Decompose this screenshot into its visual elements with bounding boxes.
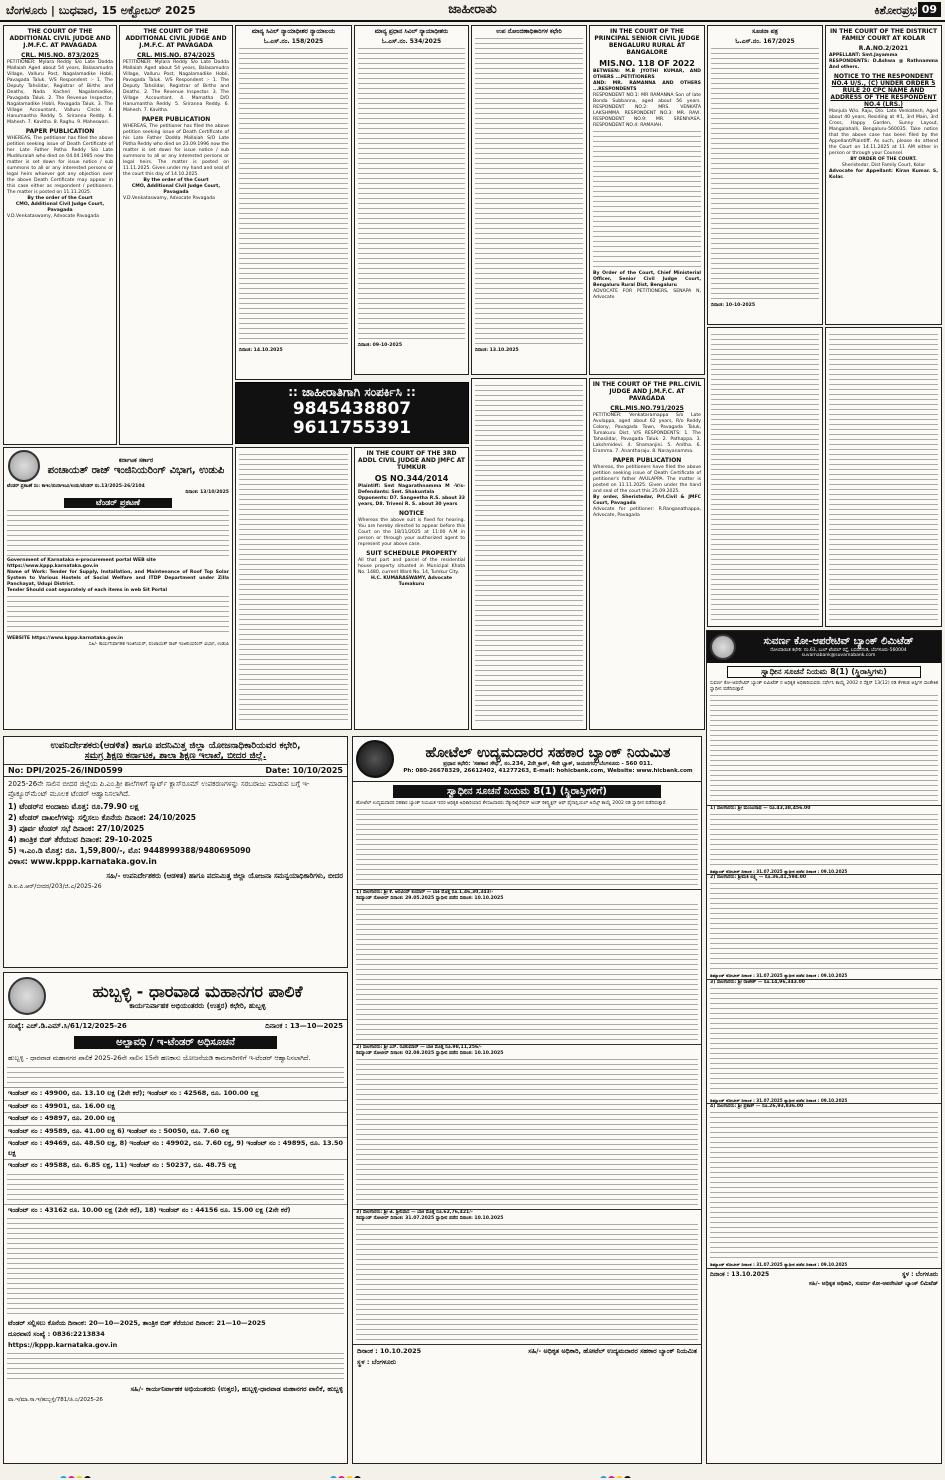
- notice-body-text: [475, 385, 583, 725]
- notice-date: ದಿನಾಂಕ: 13.10.2025: [475, 348, 519, 353]
- advocate: V.D.Venkataswamy, Advocate Pavagada: [7, 214, 99, 219]
- bank-address: ಪ್ರಧಾನ ಕಛೇರಿ: 'ಸಹಕಾರ ಸೌಧ', ನಂ.234, 2ನೇ ಕ್ರಾಸ್, 4ನೇ ಬ್ಲಾಕ್, ಜಯನಗರ, ಬೆಂಗಳೂರು - 560 011.: [443, 760, 653, 767]
- account-2-dates: ಡಿಮ್ಯಾಂಡ್ ನೋಟೀಸ್ ದಿನಾಂಕ: 02.08.2025 ಸ್ವಾಧೀನ ಪಡೆದ ದಿನಾಂಕ: 10.10.2025: [356, 1051, 504, 1056]
- registration-dot-magenta: [338, 1476, 345, 1478]
- notice-body: PETITIONER: Mylara Reddy S/o Late Dodda Mallaiah Aged about 54 years, Balasamudra Village, Valluru Post, Nagalamadike Hobli, Pavagada Taluk. V/S Respondent :- 1. The Deputy Tahsildar, Registrar of Births and Deaths. 2. The Revenue Inspector. 3. The Village Accountant. 4. Mamatha D/O Hanumantha Reddy. 5. Sriranna Reddy. 6. Mahesh. 7. Kavitha.: [123, 60, 229, 113]
- registration-dot-yellow: [346, 1476, 353, 1478]
- tender-intro: ಹುಬ್ಬಳ್ಳಿ - ಧಾರವಾಡ ಮಹಾನಗರ ಪಾಲಿಕೆ 2025-26ನೇ ಸಾಲಿನ 15ನೇ ಹಣಕಾಸು ಯೋಜನೆಯಡಿ ಕಾಮಗಾರಿಗಳಿಗೆ ಇ-ಟೆಂಡರ್ ಆಹ್ವಾನಿಸಲಾಗಿದೆ.: [8, 1054, 311, 1062]
- court-notice-874: [119, 25, 233, 445]
- intro-text: [710, 695, 938, 805]
- name-of-work: Name of Work: Tender for Supply, Installation, and Maintenance of Roof Top Solar System to Various Hostels of Social Welfare and ITDP Department under Zilla Panchayat, Udupi District.: [7, 570, 229, 587]
- bank-name: ಹೋಟೆಲ್ ಉದ್ಯಮದಾರರ ಸಹಕಾರ ಬ್ಯಾಂಕ್ ನಿಯಮಿತ: [425, 744, 671, 761]
- dipr-ref: ವಾ.ಇ/ಮಾ.ಸಾ.ಇ/ಹುಬ್ಬಳ್ಳಿ/781/ಜಿ.ಎ/2025-26: [8, 1397, 103, 1403]
- possession-intro: ಸುವರ್ಣ ಕೋ-ಆಪರೇಟಿವ್ ಬ್ಯಾಂಕ್ ಲಿಮಿಟೆಡ್ ನ ಅಧಿಕೃತ ಅಧಿಕಾರಿಯವರು ಸರ್ಫೇಸಿ ಕಾಯ್ದೆ 2002 ರ ಸೆಕ್ಷನ್ 13(12) ರಡಿ ಕೆಳಕಂಡ ಆಸ್ತಿಗಳ ಸಾಂಕೇತಿಕ ಸ್ವಾಧೀನ ಪಡೆದಿರುತ್ತಾರೆ.: [710, 681, 938, 692]
- sign-order: BY ORDER OF THE COURT.: [850, 157, 917, 162]
- tender-intro: 2025-26ನೇ ಸಾಲಿನ ಬೀದರ ಜಿಲ್ಲೆಯ ಪಿ.ಎಂ.ಶ್ರೀ ಶಾಲೆಗಳಿಗೆ ಸ್ಮಾರ್ಟ್ ಕ್ಲಾಸ್‌ರೂಮ್ ಉಪಕರಣಗಳನ್ನು ಸರಬರಾಜು ಮಾಡುವ ಬಗ್ಗೆ ಇ-ಪ್ರೊಕ್ಯೂರ್‌ಮೆಂಟ್ ಮೂಲಕ ಟೆಂಡರ್ ಆಹ್ವಾನಿಸಲಾಗಿದೆ.: [8, 780, 310, 798]
- dept-title: ಪಂಚಾಯತ್ ರಾಜ್ ಇಂಜಿನಿಯರಿಂಗ್ ವಿಭಾಗ, ಉಡುಪಿ: [47, 464, 225, 476]
- tumkur-court-notice: [354, 447, 469, 730]
- tender-banner: ಟೆಂಡರ್ ಪ್ರಕಟಣೆ: [64, 498, 172, 508]
- bank-logo-icon: [710, 634, 736, 660]
- hotel-bank-possession-notice: [352, 736, 702, 1464]
- notice-number: ಸಂಖ್ಯೆ: ಎಚ್.ಡಿ.ಎಮ್.ಸಿ/61/12/2025-26: [8, 1022, 127, 1030]
- case-number: R.A.NO.2/2021: [858, 45, 909, 52]
- respondents: AND: MR. RAMANNA AND OTHERS ...RESPONDENTS: [593, 81, 701, 92]
- tender-ref: ಟೆಂಡರ್ ಪ್ರಕಟಣೆ ಸಂ: ಕಾಇಂ/ಪಂರಾಇಂವಿ/ಉಡು/ಟೆಂಡರ್ ನಂ.13/2025-26/2104: [7, 484, 145, 489]
- emd-note: Tender Should coat separately of each items in web Sit Portal: [7, 588, 168, 593]
- kannada-court-notice-c: [354, 25, 469, 375]
- tender-date: ದಿನಾಂಕ: 13/10/2025: [185, 490, 229, 495]
- case-number: ಓ.ಎಸ್.ನಂ. 158/2025: [263, 38, 324, 45]
- loan-1-dates: ಡಿಮ್ಯಾಂಡ್ ನೋಟೀಸ್ ದಿನಾಂಕ : 31.07.2025 ಸ್ವಾಧೀನ ಪಡೆದ ದಿನಾಂಕ : 09.10.2025: [710, 869, 848, 874]
- print-registration-marks-right: [600, 1468, 680, 1478]
- contact-phone-1[interactable]: 9845438807: [292, 399, 412, 419]
- header-masthead: ಕಿಶೋರಪ್ರಭ: [874, 4, 917, 17]
- possession-banner: ಸ್ವಾಧೀನ ಸೂಚನೆ ನಿಯಮ 8(1) (ಸ್ಥಿರಾಸ್ತಿಗಳು): [727, 666, 921, 678]
- suvarna-bank-possession-notice: [706, 630, 942, 1464]
- bengaluru-rural-court-notice: [589, 25, 705, 375]
- notice-publication: Whereas, the petitioners have filed the above petition seeking issue of Death Certificate of petitioner's father AVULAPPA. The matter is posted on 11.11.2025. Given under the hand and seal of the court this 25.09.2025.: [593, 465, 701, 494]
- notice-subtitle: PAPER PUBLICATION: [141, 116, 211, 123]
- corporation-emblem-icon: [8, 977, 46, 1015]
- contact-title: :: ಜಾಹೀರಾತಿಗಾಗಿ ಸಂಪರ್ಕಿಸಿ ::: [288, 385, 416, 399]
- emd-amount: 5) ಇ.ಎಂ.ಡಿ ಮೊತ್ತ: ರೂ. 1,59,800/-, ಮೊ: 9448999388/9480695090: [8, 846, 251, 855]
- case-number: CRL. MIS.NO. 873/2025: [21, 52, 99, 59]
- case-number: ಓ.ಎಸ್.ನಂ. 534/2025: [381, 38, 442, 45]
- notice-body-text: [593, 131, 701, 271]
- kannada-notice-right-2: [825, 327, 942, 627]
- sign-office: CMO, Additional Civil Judge Court, Pavagada: [15, 202, 105, 213]
- court-notice-873: [3, 25, 117, 445]
- notice-subtitle: NOTICE: [399, 510, 424, 517]
- notice-date: ದಿನಾಂಕ : 13.10.2025: [710, 1270, 770, 1278]
- notice-publication: WHEREAS, The petitioner has filed the above petition seeking issue of Death Certificate of her Late Father Potha Reddy S/o Late Mudduraiah who died on 04.04.1985 now the matter is set down for issue notice / sub summons to all or any interested persons or legal heirs whoever got any objection over the above Death Certificate may appear in this case either as respondent / petitioners. The matter is posted on 11.11.2025.: [7, 136, 113, 195]
- opponents: Opponents: D7. Sangeetha R.S. about 33 years, D8. Triveni R. S. about 30 years: [358, 496, 465, 507]
- account-2-property: [356, 1059, 698, 1209]
- registration-dot-black: [84, 1476, 91, 1478]
- notice-date: ದಿನಾಂಕ: 10-10-2025: [711, 303, 756, 308]
- portal-url[interactable]: https://www.kppp.karnataka.gov.in: [7, 564, 99, 569]
- signature: ಸಹಿ/- ಕಾರ್ಯನಿರ್ವಾಹಕ ಅಭಿಯಂತರರು (ಉತ್ತರ), ಹುಬ್ಬಳ್ಳಿ-ಧಾರವಾಡ ಮಹಾನಗರ ಪಾಲಿಕೆ, ಹುಬ್ಬಳ್ಳಿ: [130, 1385, 343, 1393]
- bank-logo-icon: [356, 740, 394, 778]
- registration-dot-black: [354, 1476, 361, 1478]
- case-number: CRL. MIS.NO. 874/2025: [137, 52, 215, 59]
- loan-3-dates: ಡಿಮ್ಯಾಂಡ್ ನೋಟೀಸ್ ದಿನಾಂಕ : 31.07.2025 ಸ್ವಾಧೀನ ಪಡೆದ ದಿನಾಂಕ : 09.10.2025: [710, 1097, 848, 1103]
- case-number: OS NO.344/2014: [374, 474, 449, 483]
- account-1-property: [356, 904, 698, 1044]
- sign-office: By order, Sheristedar, Prl.Civil & JMFC Court, Pavagada: [593, 495, 701, 506]
- bank-contact: Ph: 080-26678329, 26612402, 41277263, E-mail: hohicbank.com, Website: www.hicbank.com: [403, 767, 693, 774]
- notice-place: ಸ್ಥಳ : ಬೆಂಗಳೂರು: [901, 1270, 938, 1278]
- loan-3-property: [710, 988, 938, 1098]
- notice-body-text: [239, 48, 348, 348]
- hubli-dharwad-tender-notice: [3, 972, 348, 1464]
- notice-title: ಉಪ ನೋಂದಣಾಧಿಕಾರಿಗಳ ಕಛೇರಿ: [496, 28, 562, 35]
- indent-2: ಇಂಡೆಂಟ್ ನಂ : 49901, ರೂ. 16.00 ಲಕ್ಷ: [4, 1100, 347, 1113]
- page-header: [0, 0, 945, 22]
- bank-name: ಸುವರ್ಣ ಕೋ-ಆಪರೇಟಿವ್ ಬ್ಯಾಂಕ್ ಲಿಮಿಟೆಡ್: [763, 636, 914, 647]
- advertising-contact-banner: [235, 382, 469, 444]
- kannada-court-notice-a: [235, 25, 352, 380]
- kannada-notice-middle: [471, 378, 587, 730]
- signature: ಸಹಿ/- ಕಾರ್ಯನಿರ್ವಾಹಕ ಇಂಜಿನಿಯರ್, ಪಂಚಾಯತ್ ರಾಜ್ ಇಂಜಿನಿಯರಿಂಗ್ ವಿಭಾಗ, ಉಡುಪಿ: [88, 642, 229, 647]
- notice-date: ದಿನಾಂಕ : 10.10.2025: [357, 1347, 422, 1355]
- tender-conditions-text: [7, 1218, 344, 1318]
- contact-phone-2[interactable]: 9611755391: [292, 418, 412, 438]
- loan-4-property: [710, 1112, 938, 1262]
- advocate: ADVOCATE FOR PETITIONERS, SENAPA N, Advocate: [593, 289, 701, 300]
- sign-order: By the order of the Court: [27, 196, 93, 201]
- registration-dot-magenta: [608, 1476, 615, 1478]
- case-number: ಓ.ಎಸ್.ನಂ. 167/2025: [735, 38, 795, 45]
- bank-address: ನೋಂದಾಯಿತ ಕಛೇರಿ: ನಂ.63, ಬುಲ್ ಟೆಂಪಲ್ ರಸ್ತೆ, ಬಸವನಗುಡಿ, ಬೆಂಗಳೂರು-560004: [770, 648, 907, 653]
- notice-subtitle: PAPER PUBLICATION: [25, 128, 95, 135]
- tender-banner: ಅಲ್ಪಾವಧಿ / ಇ-ಟೆಂಡರ್ ಅಧಿಸೂಚನೆ: [74, 1036, 277, 1049]
- tender-dates: ಟೆಂಡರ್ ಸಲ್ಲಿಸಲು ಕೊನೆಯ ದಿನಾಂಕ: 20—10—2025, ತಾಂತ್ರಿಕ ಬಿಡ್ ತೆರೆಯುವ ದಿನಾಂಕ: 21—10—2025: [8, 1319, 266, 1327]
- advocate: Advocate for Appellant: Kiran Kumar. S, Kolar.: [829, 169, 938, 180]
- corporation-name: ಹುಬ್ಬಳ್ಳಿ - ಧಾರವಾಡ ಮಹಾನಗರ ಪಾಲಿಕೆ: [92, 981, 303, 1001]
- kannada-registry-notice: [471, 25, 587, 375]
- office-name: ಕಾರ್ಯನಿರ್ವಾಹಕ ಅಭಿಯಂತರರು (ಉತ್ತರ) ಕಛೇರಿ, ಹುಬ್ಬಳ್ಳಿ: [129, 1001, 266, 1010]
- advocate: H.C. KUMARASWAMY, Advocate Tumakuru: [370, 576, 453, 587]
- portal-label: Government of Karnataka e-procurement portal WEB site: [7, 558, 156, 563]
- kolar-family-court-notice: [825, 25, 942, 325]
- notice-body: PETITIONER: Venkataramappa S/o Late Avulappa, aged about 62 years, R/o Reddy Colony, Pavagada Town, Pavagada Taluk, Tumakuru Dist. V/S RESPONDENTS: 1. The Tahasildar, Pavagada Taluk. 2. Pathappa. 3. Lakshmidevi. 4. Shamanjini. 5. Anitha. 6. Eramma. 7. Anantharaju. 8. Narayanamma.: [593, 413, 701, 454]
- intro-text: [356, 809, 698, 889]
- notice-title: ಮಾನ್ಯ ಸಿವಿಲ್ ನ್ಯಾಯಾಧೀಶರ ನ್ಯಾಯಾಲಯ: [251, 28, 336, 35]
- account-3: 3) ಸಾಲಗಾರರು: ಶ್ರೀ ಜಿ. ಶ್ರೀನಿವಾಸ — ಬಾಕಿ ಮೊತ್ತ ರೂ.62,76,421/-: [353, 1209, 701, 1216]
- notice-date: ದಿನಾಂಕ: 14.10.2025: [239, 348, 283, 353]
- petitioners: BETWEEN: M.B JYOTHI KUMAR, AND OTHERS ...PETITIONERS: [593, 69, 701, 80]
- notice-title: ಮಾನ್ಯ ಪ್ರಧಾನ ಸಿವಿಲ್ ನ್ಯಾಯಾಧೀಶರು: [374, 28, 449, 35]
- signature: ಸಹಿ/- ಅಧಿಕೃತ ಅಧಿಕಾರಿ, ಹೋಟೆಲ್ ಉದ್ಯಮದಾರರ ಸಹಕಾರ ಬ್ಯಾಂಕ್ ನಿಯಮಿತ: [528, 1347, 697, 1355]
- schedule-title: SUIT SCHEDULE PROPERTY: [366, 550, 457, 557]
- respondents: RESPONDENTS: D.Ashwa @ Rathnamma And others.: [829, 59, 938, 70]
- possession-banner: ಸ್ವಾಧೀನ ಸೂಚನೆ ನಿಯಮ 8(1) (ಸ್ಥಿರಾಸ್ತಿಗಳಿಗೆ): [393, 785, 661, 798]
- tender-body-text: [7, 510, 229, 558]
- notice-body: RESPONDENT NO.1: MR RAMANNA Son of late Bonda Subbanna, aged about 56 years. RESPONDENT NO.2: MRS. VENKATA LAKSHMMA. RESPONDENT NO.3: MR. RAVI. RESPONDENT NO.9: MR. SRENIVASA. RESPONDENT NO.4: RAMAIAH.: [593, 93, 701, 128]
- account-1: 1) ಸಾಲಗಾರರು: ಶ್ರೀ ಕೆ. ಅರವಿಂದ್ ಕುಮಾರ್ — ಬಾಕಿ ಮೊತ್ತ ರೂ.1,46,30,343/-: [353, 889, 701, 896]
- last-date: 2) ಟೆಂಡರ್ ದಾಖಲೆಗಳನ್ನು ಸಲ್ಲಿಸಲು ಕೊನೆಯ ದಿನಾಂಕ: 24/10/2025: [8, 813, 197, 822]
- case-number: MIS.NO. 118 OF 2022: [599, 59, 695, 68]
- notice-title: THE COURT OF THE ADDITIONAL CIVIL JUDGE AND J.M.F.C. AT PAVAGADA: [9, 28, 111, 49]
- advocate: V.D.Venkataswamy, Advocate Pavagada: [123, 196, 215, 201]
- notice-body-text: [475, 38, 583, 348]
- sign-office: CMO, Additional Civil Judge Court, Pavagada: [131, 184, 221, 195]
- loan-4: 4) ಸಾಲಗಾರರು: ಶ್ರೀ ಪ್ರಕಾಶ್ — ರೂ.26,93,836.00: [707, 1103, 941, 1110]
- advocate: Advocate for petitioner: R.Ranganathappa, Advocate, Pavagada: [593, 507, 701, 518]
- account-3-dates: ಡಿಮ್ಯಾಂಡ್ ನೋಟೀಸ್ ದಿನಾಂಕ: 31.07.2025 ಸ್ವಾಧೀನ ಪಡೆದ ದಿನಾಂಕ: 10.10.2025: [356, 1216, 504, 1221]
- appellant: APPELLANT: Smt.Jayamma: [829, 53, 898, 58]
- indent-1: ಇಂಡೆಂಟ್ ನಂ : 49900, ರೂ. 13.10 ಲಕ್ಷ (2ನೇ ಕರೆ); ಇಂಡೆಂಟ್ ನಂ : 42568, ರೂ. 100.00 ಲಕ್ಷ: [4, 1087, 347, 1100]
- kannada-notice-continued: [235, 447, 352, 730]
- registration-dot-black: [624, 1476, 631, 1478]
- karnataka-emblem-icon: [8, 450, 40, 482]
- sign-order: By the order of the Court: [143, 178, 209, 183]
- loan-2-property: [710, 883, 938, 973]
- registration-dot-magenta: [68, 1476, 75, 1478]
- notice-title: IN THE COURT OF THE PRINCIPAL SENIOR CIVIL JUDGE BENGALURU RURAL AT BANGALORE: [594, 28, 700, 56]
- bank-email: suvarnabank@suvarnabank.com: [801, 653, 876, 658]
- notice-body-text: [711, 48, 819, 303]
- signature: ಸಹಿ/- ಉಪನಿರ್ದೇಶಕರು (ಆಡಳಿತ) ಹಾಗೂ ಪದನಿಮಿತ್ತ ಜಿಲ್ಲಾ ಯೋಜನಾ ಸಮನ್ವಯಾಧಿಕಾರಿಗಳು, ಬೀದರ: [106, 872, 343, 880]
- kannada-notice-right: [707, 327, 823, 627]
- indent-more-text: [7, 1174, 344, 1204]
- notice-title: THE COURT OF THE ADDITIONAL CIVIL JUDGE AND J.M.F.C. AT PAVAGADA: [125, 28, 227, 49]
- loan-1-property: [710, 814, 938, 869]
- possession-intro: ಹೋಟೆಲ್ ಉದ್ಯಮದಾರರ ಸಹಕಾರ ಬ್ಯಾಂಕ್ ನಿಯಮಿತ ಇದರ ಅಧಿಕೃತ ಅಧಿಕಾರಿಯಾದ ಕೆಳಸಹಿದಾರರು ಸೆಕ್ಯುರಿಟೈಸೇಷನ್ ಅಂಡ್ ರಿಕನ್ಸ್ಟ್ರಕ್ಷನ್ ಆಫ್ ಫೈನಾನ್ಷಿಯಲ್ ಅಸೆಟ್ಸ್ ಕಾಯ್ದೆ 2002 ರಡಿ ಸ್ವಾಧೀನ ಪಡೆದಿರುತ್ತಾರೆ.: [356, 801, 667, 806]
- contact-phone[interactable]: ದೂರವಾಣಿ ಸಂಖ್ಯೆ : 0836:2213834: [8, 1330, 105, 1338]
- registration-dot-yellow: [616, 1476, 623, 1478]
- case-number: CRL.MIS.NO.791/2025: [610, 405, 684, 412]
- registration-dot-yellow: [76, 1476, 83, 1478]
- pavagada-court-notice-791: [589, 378, 705, 730]
- header-date: ಬೆಂಗಳೂರು | ಬುಧವಾರ, 15 ಅಕ್ಟೋಬರ್ 2025: [6, 4, 196, 17]
- page-number: 09: [918, 2, 941, 17]
- bidar-tender-notice: [3, 736, 348, 968]
- govt-label: ಕರ್ನಾಟಕ ಸರ್ಕಾರ: [118, 456, 154, 464]
- indent-3: ಇಂಡೆಂಟ್ ನಂ : 49897, ರೂ. 20.00 ಲಕ್ಷ: [4, 1112, 347, 1125]
- parties: Plaintiff: Smt Nagarathnamma M -V/s- Defendants: Smt. Shakuntala: [358, 484, 465, 495]
- technical-bid-date: 4) ತಾಂತ್ರಿಕ ಬಿಡ್ ತೆರೆಯುವ ದಿನಾಂಕ: 29-10-2025: [8, 835, 153, 844]
- account-3-property: [356, 1224, 698, 1344]
- notice-publication: WHEREAS, The petitioner has filed the above petition seeking issue of Death Certificate of his Late Father Dodda Mallaiah S/O Late Potha Reddy who died on 23.09.1996 now the matter is set down for issue notice / sub summons to all or any interested persons or legal heirs. The matter is posted on 11.11.2025. Given under my hand and seal of the court this day of 14.10.2025.: [123, 124, 229, 177]
- sign-office: By Order of the Court, Chief Ministerial Officer, Senior Civil Judge Court, Bengaluru Rural Dist, Bengaluru: [593, 271, 701, 288]
- indent-7: ಇಂಡೆಂಟ್ ನಂ : 43162 ರೂ. 10.00 ಲಕ್ಷ (2ನೇ ಕರೆ), 18) ಇಂಡೆಂಟ್ ನಂ : 44156 ರೂ. 15.00 ಲಕ್ಷ (2ನೇ ಕರೆ): [4, 1204, 347, 1217]
- notice-title: IN THE COURT OF THE PRL.CIVIL JUDGE AND J.M.F.C. AT PAVAGADA: [592, 381, 702, 402]
- intro-text: [7, 1067, 344, 1087]
- notice-date: ದಿನಾಂಕ : 13—10—2025: [265, 1022, 343, 1030]
- office-title-2: ಸಮಗ್ರ ಶಿಕ್ಷಣ ಕರ್ನಾಟಕ, ಶಾಲಾ ಶಿಕ್ಷಣ ಇಲಾಖೆ, ಬೀದರ ಜಿಲ್ಲೆ.: [84, 751, 267, 761]
- notice-body: Manjula W/o. Raju, D/o. Late Venkatesh, Aged about 40 years, Residing at #1, 3rd Main, 3rd Cross, Happy Garden, Sunny Layout, Mangalahalli, Bengaluru-560035. Take notice that the above case has been filed by the Appellant/Plaintiff. As such, please do attend the Court on 14.11.2025 at 11 AM either in person or through your Counsel.: [829, 109, 938, 156]
- notice-body: PETITIONER: Mylara Reddy S/o Late Dodda Mallaiah Aged about 54 years, Balasamudra Village, Valluru Post, Nagalamadike Hobli, Pavagada Taluk. V/S Respondent :- 1. The Deputy Tahsildar, Registrar of Births and Deaths, Nada Kacheri Nagalamadike, Pavagada Taluk. 2. The Revenue Inspector, Nagalamadike Hobli, Pavagada Taluk. 3. The Village Accountant, Valluru Circle. 4. Hanumantha Reddy. 5. Sriranna Reddy. 6. Mahesh. 7. Kavitha. 8. Raghu. 9. Maheswari.: [7, 60, 113, 125]
- reference-date: Date: 10/10/2025: [265, 766, 343, 775]
- loan-1: 1) ಸಾಲಗಾರರು: ಶ್ರೀ ಮಂಜುನಾಥ — ರೂ.43,38,456.00: [707, 805, 941, 812]
- notice-body-text: [711, 334, 819, 622]
- indent-4: ಇಂಡೆಂಟ್ ನಂ : 49589, ರೂ. 41.00 ಲಕ್ಷ 6) ಇಂಡೆಂಟ್ ನಂ : 50050, ರೂ. 7.60 ಲಕ್ಷ: [4, 1125, 347, 1138]
- kannada-court-notice-b: [707, 25, 823, 325]
- sign-office: Sheristedar, Dist Family Court, Kolar: [841, 163, 926, 168]
- reference-number: No: DPI/2025-26/IND0599: [8, 766, 123, 775]
- notice-place: ಸ್ಥಳ : ಬೆಂಗಳೂರು: [357, 1358, 397, 1366]
- indent-6: ಇಂಡೆಂಟ್ ನಂ : 49588, ರೂ. 6.85 ಲಕ್ಷ, 11) ಇಂಡೆಂಟ್ ನಂ : 50237, ರೂ. 48.75 ಲಕ್ಷ: [4, 1159, 347, 1172]
- registration-dot-cyan: [60, 1476, 67, 1478]
- signature: ಸಹಿ/- ಅಧಿಕೃತ ಅಧಿಕಾರಿ, ಸುವರ್ಣ ಕೋ-ಆಪರೇಟಿವ್ ಬ್ಯಾಂಕ್ ಲಿಮಿಟೆಡ್: [808, 1280, 938, 1287]
- tender-website[interactable]: ವಿಳಾಸ: www.kppp.karnataka.gov.in: [8, 857, 157, 866]
- pre-bid-date: 3) ಪೂರ್ವ ಟೆಂಡರ್ ಸಭೆ ದಿನಾಂಕ: 27/10/2025: [8, 824, 145, 833]
- loan-2-dates: ಡಿಮ್ಯಾಂಡ್ ನೋಟೀಸ್ ದಿನಾಂಕ : 31.07.2025 ಸ್ವಾಧೀನ ಪಡೆದ ದಿನಾಂಕ : 09.10.2025: [710, 973, 848, 979]
- udupi-tender-notice: [3, 447, 233, 730]
- notice-title: IN THE COURT OF THE DISTRICT FAMILY COURT AT KOLAR: [829, 28, 938, 42]
- tender-website[interactable]: https://kppp.karnataka.gov.in: [8, 1341, 118, 1349]
- notice-title: ಸೂಚನಾ ಪತ್ರ: [752, 28, 778, 35]
- notice-heading: NOTICE TO THE RESPONDENT NO.4 U/S., (C) UNDER ORDER 5 RULE 20 CPC NAME AND ADDRESS OF THE RESPONDENT NO.4 (LRS.): [830, 73, 937, 108]
- tender-amount: 1) ಟೆಂಡರ್‌ನ ಅಂದಾಜು ಮೊತ್ತ: ರೂ.79.90 ಲಕ್ಷ: [8, 802, 139, 811]
- notice-subtitle: PAPER PUBLICATION: [612, 457, 682, 464]
- notice-date: ದಿನಾಂಕ: 09-10-2025: [358, 343, 403, 348]
- header-section: ಜಾಹೀರಾತು: [448, 2, 497, 17]
- loan-4-dates: ಡಿಮ್ಯಾಂಡ್ ನೋಟೀಸ್ ದಿನಾಂಕ : 31.07.2025 ಸ್ವಾಧೀನ ಪಡೆದ ದಿನಾಂಕ : 09.10.2025: [710, 1262, 848, 1268]
- notice-body: Whereas the above suit is fixed for hearing. You are hereby directed to appear before this Court on the 18/11/2025 at 11:00 A.M in person or through your authorized agent to represent your above case.: [358, 518, 465, 547]
- account-2: 2) ಸಾಲಗಾರರು: ಶ್ರೀ ಎಸ್. ರವಿಕುಮಾರ್ — ಬಾಕಿ ಮೊತ್ತ ರೂ.98,11,256/-: [353, 1044, 701, 1051]
- notice-body-text: [829, 334, 938, 622]
- indent-5: ಇಂಡೆಂಟ್ ನಂ : 49469, ರೂ. 48.50 ಲಕ್ಷ, 8) ಇಂಡೆಂಟ್ ನಂ : 49902, ರೂ. 7.60 ಲಕ್ಷ, 9) ಇಂಡೆಂಟ್ ನಂ : 49895, ರೂ. 13.50 ಲಕ್ಷ: [4, 1137, 347, 1159]
- notice-body-text: [358, 48, 465, 343]
- print-registration-marks-left: [60, 1468, 140, 1478]
- tender-dates-text: [7, 596, 229, 636]
- account-1-dates: ಡಿಮ್ಯಾಂಡ್ ನೋಟೀಸ್ ದಿನಾಂಕ: 29.05.2025 ಸ್ವಾಧೀನ ಪಡೆದ ದಿನಾಂಕ: 10.10.2025: [356, 896, 504, 901]
- registration-dot-cyan: [600, 1476, 607, 1478]
- notice-body-text: [239, 454, 348, 724]
- schedule-body: All that part and parcel of the residential house property situated in Municipal Khata No. 1480, current Ward No. 14, Tumkur City.: [358, 558, 465, 575]
- notice-title: IN THE COURT OF THE 3RD ADDL CIVIL JUDGE AND JMFC AT TUMKUR: [358, 450, 465, 471]
- loan-2: 2) ಸಾಲಗಾರರು: ಶ್ರೀಮತಿ ಲಕ್ಷ್ಮಿ — ರೂ.36,41,594.00: [707, 874, 941, 881]
- dipr-ref: ಡಿ.ಐ.ಪಿ.ಆರ್/ಬೀದರ/203/ಜಿ.ಎ/2025-26: [8, 883, 102, 890]
- registration-dot-cyan: [330, 1476, 337, 1478]
- website[interactable]: WEBSITE https://www.kppp.karnataka.gov.in: [7, 636, 123, 641]
- loan-3: 3) ಸಾಲಗಾರರು: ಶ್ರೀ ರಾಜೇಶ್ — ರೂ.14,96,343.00: [707, 979, 941, 986]
- closing-text: [7, 1353, 344, 1383]
- print-registration-marks-center: [330, 1468, 410, 1478]
- office-title: ಉಪನಿರ್ದೇಶಕರು(ಆಡಳಿತ) ಹಾಗೂ ಪದನಿಮಿತ್ತ ಜಿಲ್ಲಾ ಯೋಜನಾಧಿಕಾರಿಯವರ ಕಛೇರಿ,: [50, 741, 301, 751]
